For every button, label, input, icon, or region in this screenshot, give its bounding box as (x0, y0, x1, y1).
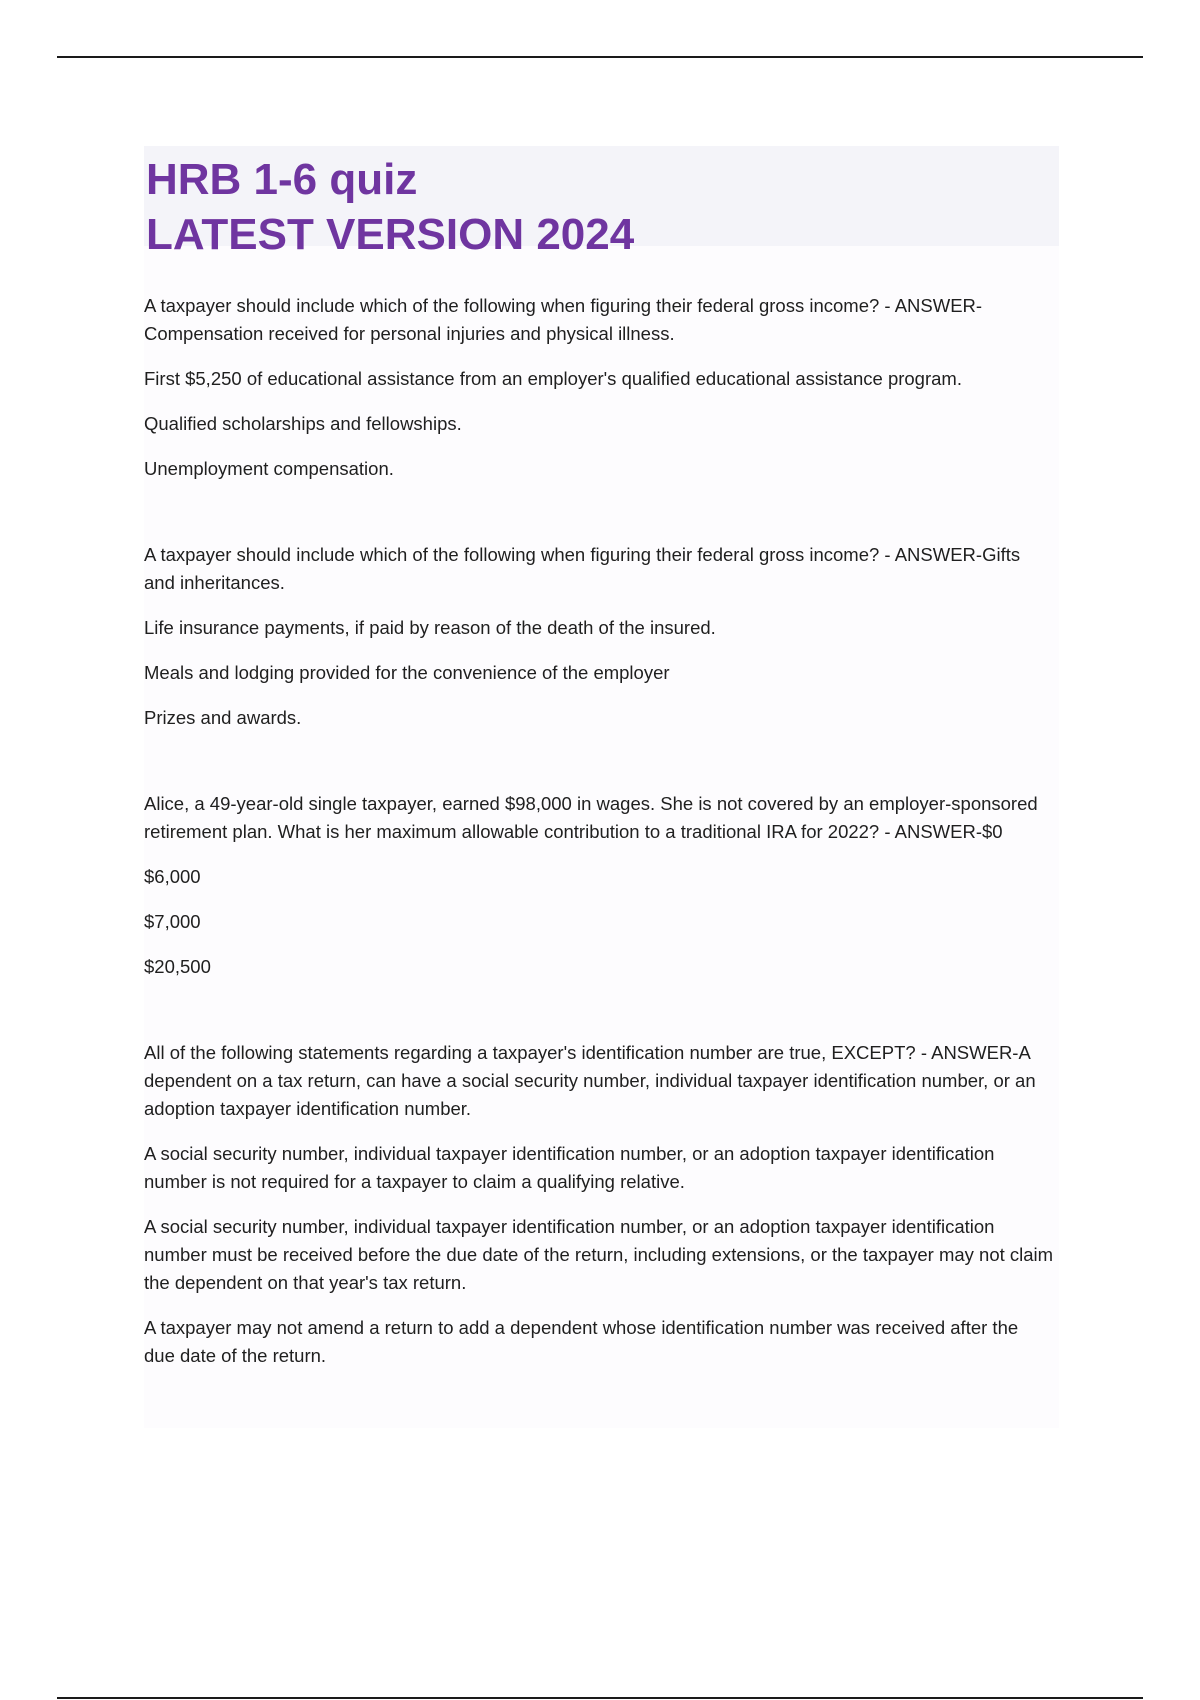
answer-option: $20,500 (144, 956, 211, 977)
answer-option: Unemployment compensation. (144, 458, 394, 479)
answer-option: Prizes and awards. (144, 707, 302, 728)
answer-option: $6,000 (144, 866, 201, 887)
question-block (144, 541, 1059, 732)
question-with-answer: All of the following statements regarding a taxpayer's identification number are true, EXCEPT? - ANSWER-A dependent on a tax return, can have a social security number, individual taxpayer identification number, or an adoption taxpayer identification number. (144, 1042, 1036, 1119)
question-block (144, 1039, 1059, 1370)
document-title: HRB 1-6 quiz (146, 155, 418, 204)
document-page (144, 146, 1059, 1428)
footer-rule (57, 1697, 1143, 1699)
document-subtitle: LATEST VERSION 2024 (146, 210, 635, 259)
question-with-answer: A taxpayer should include which of the following when figuring their federal gross income? - ANSWER-Gifts and inheritances. (144, 544, 1021, 593)
answer-option: Meals and lodging provided for the convenience of the employer (144, 662, 670, 683)
answer-option: A social security number, individual taxpayer identification number, or an adoption taxpayer identification number must be received before the due date of the return, including extensions, or the taxpayer may not claim the dependent on that year's tax return. (144, 1216, 1054, 1293)
answer-option: Life insurance payments, if paid by reason of the death of the insured. (144, 617, 716, 638)
answer-option: $7,000 (144, 911, 201, 932)
question-list (144, 246, 1059, 1370)
question-block (144, 292, 1059, 483)
question-with-answer: A taxpayer should include which of the following when figuring their federal gross income? - ANSWER-Compensation received for personal injuries and physical illness. (144, 295, 983, 344)
answer-option: Qualified scholarships and fellowships. (144, 413, 462, 434)
title-block (144, 146, 1059, 259)
answer-option: A social security number, individual taxpayer identification number, or an adoption taxpayer identification number is not required for a taxpayer to claim a qualifying relative. (144, 1143, 995, 1192)
answer-option: First $5,250 of educational assistance from an employer's qualified educational assistance program. (144, 368, 962, 389)
question-block (144, 790, 1059, 981)
question-with-answer: Alice, a 49-year-old single taxpayer, earned $98,000 in wages. She is not covered by an employer-sponsored retirement plan. What is her maximum allowable contribution to a traditional IRA for 2022? - ANSWER-$0 (144, 793, 1038, 842)
header-rule (57, 56, 1143, 58)
answer-option: A taxpayer may not amend a return to add a dependent whose identification number was received after the due date of the return. (144, 1317, 1019, 1366)
